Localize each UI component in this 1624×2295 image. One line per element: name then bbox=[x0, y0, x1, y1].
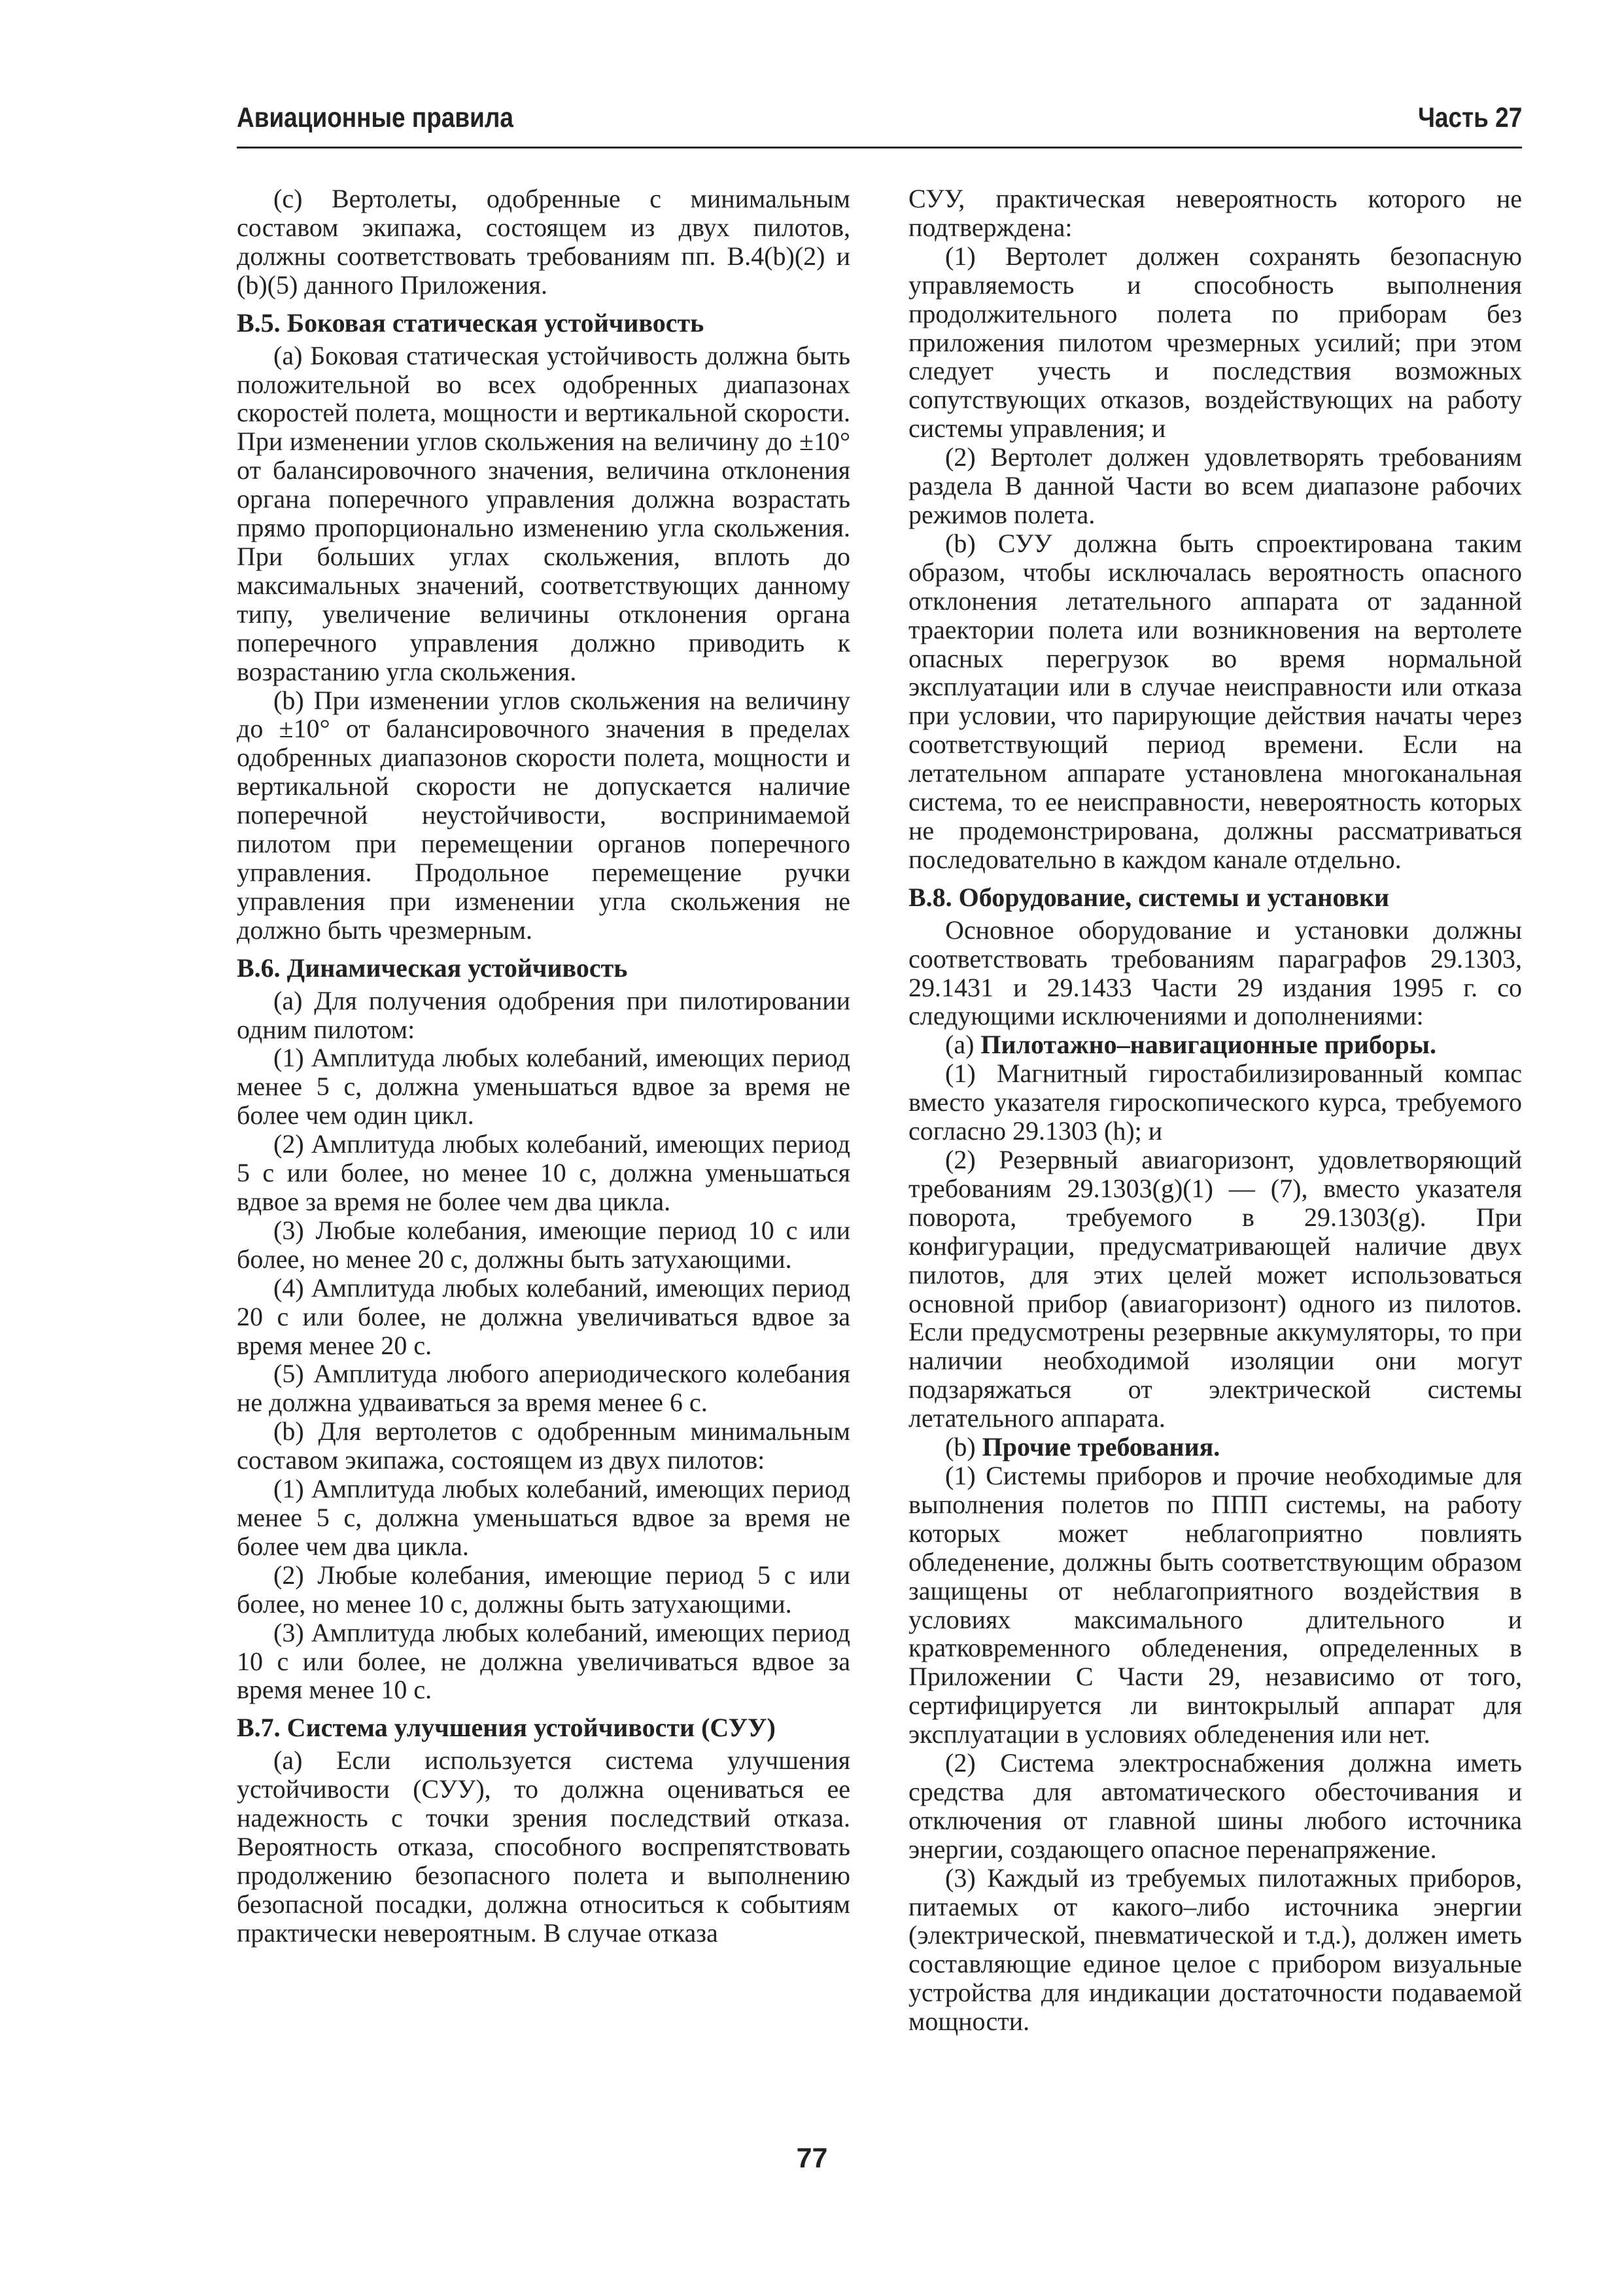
paragraph: (3) Любые колебания, имеющие период 10 с или более, но менее 20 с, должны быть затухающими. bbox=[237, 1215, 850, 1274]
paragraph: (1) Амплитуда любых колебаний, имеющих период менее 5 с, должна уменьшаться вдвое за время не более чем два цикла. bbox=[237, 1474, 850, 1561]
paragraph: (2) Система электроснабжения должна иметь средства для автоматического обесточивания и отключения от главной шины любого источника энергии, создающего опасное перенапряжение. bbox=[908, 1748, 1522, 1864]
paragraph: (2) Вертолет должен удовлетворять требованиям раздела B данной Части во всем диапазоне рабочих режимов полета. bbox=[908, 442, 1522, 529]
paragraph: (3) Амплитуда любых колебаний, имеющих период 10 с или более, не должна увеличиваться вдвое за время менее 10 с. bbox=[237, 1617, 850, 1705]
paragraph: (b) СУУ должна быть спроектирована таким образом, чтобы исключалась вероятность опасного отклонения летательного аппарата от заданной траектории полета или возникновения на вертолете опасных перегрузок во время нормальной эксплуатации или в случае неисправности или отказа при условии, что парирующие действия начаты через соответствующий период времени. Если на летательном аппарате установлена многоканальная система, то ее неисправности, невероятность которых не продемонстрирована, должны рассматриваться последовательно в каждом канале отдельно. bbox=[908, 528, 1522, 874]
paragraph: (b) При изменении углов скольжения на величину до ±10° от балансировочного значения в пределах одобренных диапазонов скорости полета, мощности и вертикальной скорости не допускается наличие поперечной неустойчивости, воспринимаемой пилотом при перемещении органов поперечного управления. Продольное перемещение ручки управления при изменении угла скольжения не должно быть чрезмерным. bbox=[237, 685, 850, 945]
paragraph: Основное оборудование и установки должны соответствовать требованиям параграфов 29.1303, 29.1431 и 29.1433 Части 29 издания 1995 г. со следующими исключениями и дополнениями: bbox=[908, 915, 1522, 1031]
bold-subheading: Прочие требования. bbox=[982, 1432, 1220, 1462]
paragraph: (3) Каждый из требуемых пилотажных приборов, питаемых от какого–либо источника энергии (электрической, пневматической и т.д.), должен иметь составляющие единое целое с прибором визуальные устройства для индикации достаточности подаваемой мощности. bbox=[908, 1863, 1522, 2037]
paragraph: (b) Для вертолетов с одобренным минимальным составом экипажа, состоящем из двух пилотов: bbox=[237, 1416, 850, 1475]
section-heading: B.7. Система улучшения устойчивости (СУУ) bbox=[237, 1713, 776, 1743]
section-heading: B.6. Динамическая устойчивость bbox=[237, 953, 628, 983]
right-column bbox=[908, 184, 1522, 2036]
paragraph bbox=[908, 1433, 1522, 1462]
bold-subheading: Пилотажно–навигационные приборы. bbox=[980, 1030, 1436, 1060]
paragraph: (2) Любые колебания, имеющие период 5 с или более, но менее 10 с, должны быть затухающими. bbox=[237, 1560, 850, 1619]
paragraph: (a) Для получения одобрения при пилотировании одним пилотом: bbox=[237, 985, 850, 1044]
paragraph: (1) Системы приборов и прочие необходимые для выполнения полетов по ППП системы, на работу которых может неблагоприятно повлиять обледенение, должны быть соответствующим образом защищены от неблагоприятного воздействия в условиях максимального длительного и кратковременного обледенения, определенных в Приложении C Части 29, независимо от того, сертифицируется ли винтокрылый аппарат для эксплуатации в условиях обледенения или нет. bbox=[908, 1460, 1522, 1749]
paragraph: (c) Вертолеты, одобренные с минимальным составом экипажа, состоящем из двух пилотов, должны соответствовать требованиям пп. B.4(b)(2) и (b)(5) данного Приложения. bbox=[237, 184, 850, 300]
running-header bbox=[237, 98, 1522, 149]
paragraph: (1) Амплитуда любых колебаний, имеющих период менее 5 с, должна уменьшаться вдвое за время не более чем один цикл. bbox=[237, 1043, 850, 1130]
paragraph: (2) Амплитуда любых колебаний, имеющих период 5 с или более, но менее 10 с, должна уменьшаться вдвое за время не более чем два цикла. bbox=[237, 1129, 850, 1216]
section-heading: B.5. Боковая статическая устойчивость bbox=[237, 307, 704, 338]
paragraph: (1) Вертолет должен сохранять безопасную управляемость и способность выполнения продолжительного полета по приборам без приложения пилотом чрезмерных усилий; при этом следует учесть и последствия возможных сопутствующих отказов, воздействующих на работу системы управления; и bbox=[908, 241, 1522, 444]
paragraph: (a) Если используется система улучшения устойчивости (СУУ), то должна оцениваться ее надежность с точки зрения последствий отказа. Вероятность отказа, способного воспрепятствовать продолжению безопасного полета и выполнению безопасной посадки, должна относиться к событиям практически невероятным. В случае отказа bbox=[237, 1745, 850, 1948]
page-number: 77 bbox=[796, 2143, 828, 2174]
item-label: (a) bbox=[945, 1030, 981, 1060]
left-column bbox=[237, 184, 850, 1948]
header-title: Авиационные правила bbox=[237, 102, 513, 133]
section-heading: B.8. Оборудование, системы и установки bbox=[908, 882, 1390, 912]
paragraph: (4) Амплитуда любых колебаний, имеющих период 20 с или более, не должна увеличиваться вдвое за время менее 20 с. bbox=[237, 1272, 850, 1360]
paragraph bbox=[908, 1030, 1522, 1059]
paragraph: СУУ, практическая невероятность которого не подтверждена: bbox=[908, 184, 1522, 242]
paragraph: (1) Магнитный гиростабилизированный компас вместо указателя гироскопического курса, требуемого согласно 29.1303 (h); и bbox=[908, 1059, 1522, 1146]
paragraph: (2) Резервный авиагоризонт, удовлетворяющий требованиям 29.1303(g)(1) — (7), вместо указателя поворота, требуемого в 29.1303(g). При конфигурации, предусматривающей наличие двух пилотов, для этих целей может использоваться основной прибор (авиагоризонт) одного из пилотов. Если предусмотрены резервные аккумуляторы, то при наличии необходимой изоляции они могут подзаряжаться от электрической системы летательного аппарата. bbox=[908, 1145, 1522, 1433]
paragraph: (5) Амплитуда любого апериодического колебания не должна удваиваться за время менее 6 с. bbox=[237, 1359, 850, 1418]
header-part: Часть 27 bbox=[1417, 102, 1522, 133]
item-label: (b) bbox=[945, 1432, 982, 1462]
paragraph: (a) Боковая статическая устойчивость должна быть положительной во всех одобренных диапазонах скоростей полета, мощности и вертикальной скорости. При изменении углов скольжения на величину до ±10° от балансировочного значения, величина отклонения органа поперечного управления должна возрастать прямо пропорционально изменению угла скольжения. При больших углах скольжения, вплоть до максимальных значений, соответствующих данному типу, увеличение величины отклонения органа поперечного управления должно приводить к возрастанию угла скольжения. bbox=[237, 340, 850, 686]
